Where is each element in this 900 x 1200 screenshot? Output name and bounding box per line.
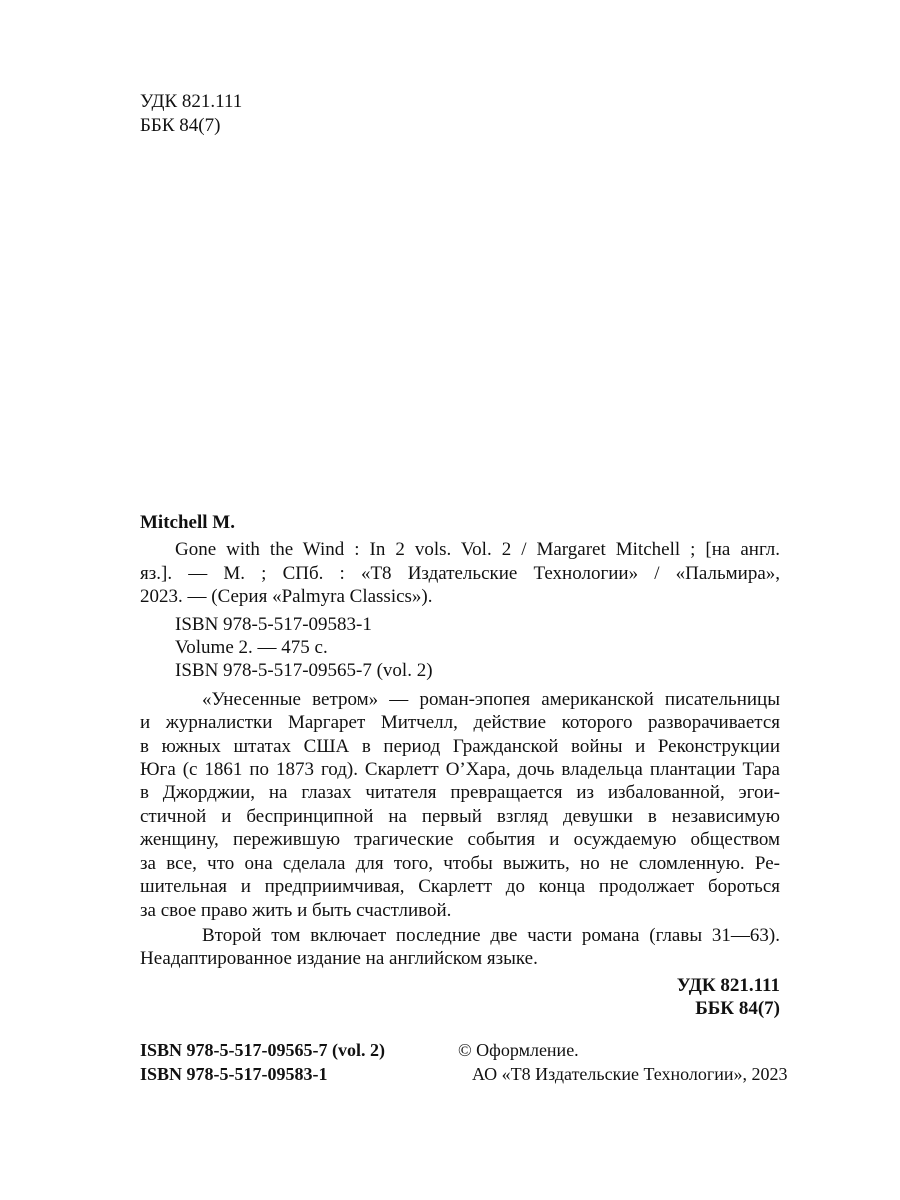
bibliographic-entry [140,538,780,608]
annotation-line: за все, что она сделала для того, чтобы выжить, но не сломленную. Ре- [140,852,780,874]
annotation-line: стичной и беспринципной на первый взгляд девушки в независимую [140,805,780,827]
isbn-line: ISBN 978-5-517-09583-1 [175,613,372,635]
annotation-paragraph [140,688,780,922]
bbk-code: ББК 84(7) [695,998,780,1020]
bib-line: 2023. — (Серия «Palmyra Classics»). [140,586,433,608]
volume-note-paragraph [140,924,780,971]
note-line: Второй том включает последние две части романа (главы 31—63). [202,924,780,946]
footer-isbn-block [140,1038,385,1086]
catalog-card [140,511,780,1021]
udk-code: УДК 821.111 [140,91,243,112]
udk-code: УДК 821.111 [676,974,780,996]
copyright-block [458,1038,788,1086]
bbk-code: ББК 84(7) [140,114,221,136]
volume-line: Volume 2. — 475 с. [175,637,328,659]
author-heading: Mitchell M. [140,512,235,533]
annotation-line: и журналистки Маргарет Митчелл, действие которого разворачивается [140,712,780,734]
isbn-block [140,613,780,683]
annotation-line: Юга (с 1861 по 1873 год). Скарлетт О’Хара, дочь владельца плантации Тара [140,759,780,781]
bottom-codes-block [140,974,780,1021]
annotation-line: в Джорджии, на глазах читателя превращается из избалованной, эгои- [140,782,780,804]
isbn-line: ISBN 978-5-517-09565-7 (vol. 2) [175,660,433,682]
annotation-line: шительная и предприимчивая, Скарлетт до конца продолжает бороться [140,876,780,898]
top-codes-block [140,90,242,137]
bib-line: Gone with the Wind : In 2 vols. Vol. 2 / Margaret Mitchell ; [на англ. [175,539,780,561]
annotation-line: «Унесенные ветром» — роман-эпопея американской писательницы [202,688,780,710]
footer-isbn-line: ISBN 978-5-517-09565-7 (vol. 2) [140,1040,385,1060]
footer-isbn-line: ISBN 978-5-517-09583-1 [140,1064,328,1084]
annotation-line: за свое право жить и быть счастливой. [140,899,452,921]
copyright-design-line: © Оформление. [458,1040,579,1060]
annotation-line: в южных штатах США в период Гражданской войны и Реконструкции [140,735,780,757]
copyright-publisher-line: АО «Т8 Издательские Технологии», 2023 [472,1064,788,1084]
bib-line: яз.]. — М. ; СПб. : «Т8 Издательские Технологии» / «Пальмира», [140,562,780,584]
annotation-line: женщину, пережившую трагические события и осуждаемую обществом [140,829,780,851]
note-line: Неадаптированное издание на английском языке. [140,948,538,970]
